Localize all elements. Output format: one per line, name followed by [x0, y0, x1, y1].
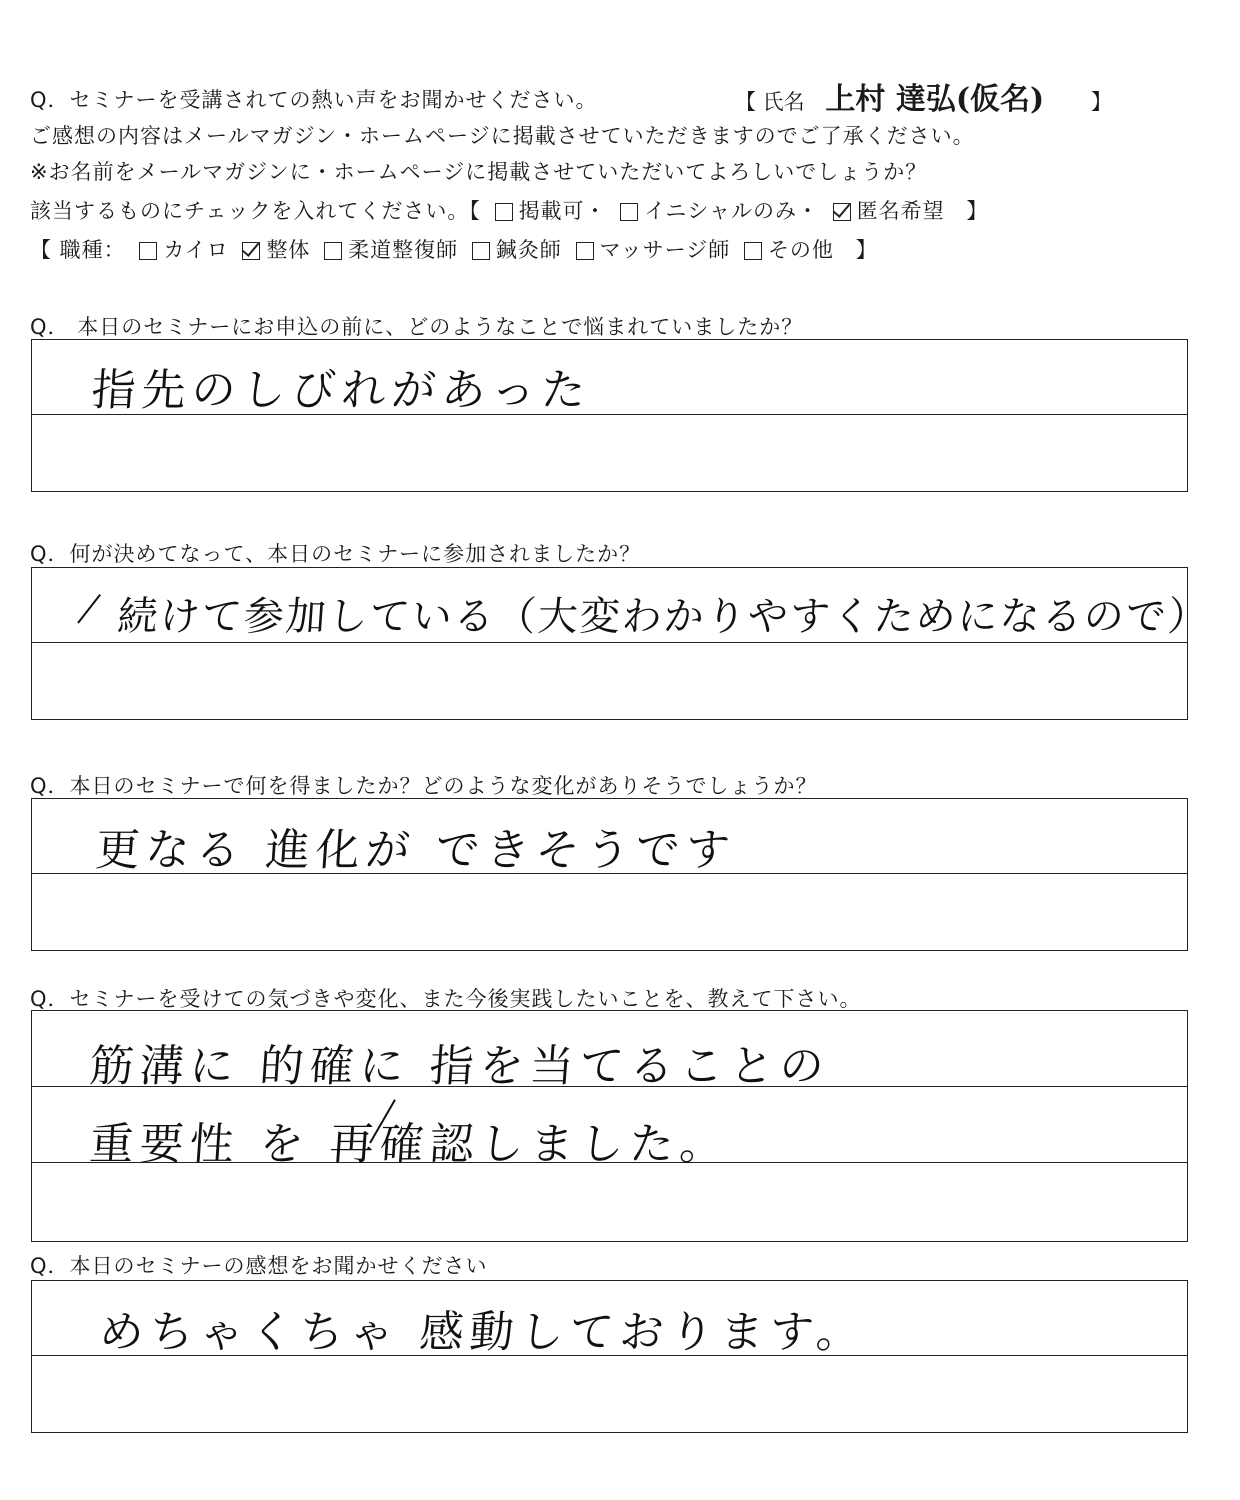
publish-ok-checkbox[interactable] [495, 203, 513, 221]
question-1-label: Q． 本日のセミナーにお申込の前に、どのようなことで悩まれていましたか？ [30, 315, 804, 339]
answer-2-line-1: 続けて参加している（大変わかりやすくためになるので） [116, 594, 1212, 640]
answer-3-line-1: 更なる 進化が できそうです [93, 825, 738, 876]
name-field [735, 74, 1112, 118]
header-question: Q．セミナーを受講されての熱い声をお聞かせください。 [30, 88, 598, 112]
job-seitai-label: 整体 [266, 238, 311, 262]
publish-anonymous-checkbox[interactable] [833, 203, 851, 221]
job-other-label: その他 [767, 238, 834, 262]
publish-initial-checkbox[interactable] [620, 203, 638, 221]
answer-1-line-1: 指先のしびれがあった [89, 365, 594, 416]
notice-line-2: ※お名前をメールマガジンに・ホームページに掲載させていただいてよろしいでしょうか？ [30, 160, 928, 184]
answer-5-line-1: めちゃくちゃ 感動しております。 [97, 1307, 868, 1358]
job-close: 】 [855, 238, 878, 262]
publish-initial-label: イニシャルのみ・ [644, 199, 819, 223]
answer-4-line-2: 重要性 を 再確認しました。 [87, 1119, 732, 1170]
name-value[interactable]: 上村 達弘(仮名) [825, 82, 1045, 117]
publish-consent-row [30, 195, 988, 225]
job-seitai-checkbox[interactable] [242, 242, 260, 260]
question-4-label: Q．セミナーを受けての気づきや変化、また今後実践したいことを、教えて下さい。 [30, 987, 862, 1011]
job-other-checkbox[interactable] [744, 242, 762, 260]
job-chiro-checkbox[interactable] [139, 242, 157, 260]
job-judo-label: 柔道整復師 [348, 238, 459, 262]
name-label: 【 氏名 [735, 90, 805, 114]
name-close: 】 [1090, 90, 1112, 114]
question-2-label: Q．何が決めてなって、本日のセミナーに参加されましたか？ [30, 542, 642, 566]
publish-anonymous-label: 匿名希望 [856, 199, 945, 223]
job-label: 【 職種： [30, 238, 126, 262]
publish-ok-label: 掲載可・ [518, 199, 607, 223]
publish-prompt: 該当するものにチェックを入れてください。【 [30, 199, 481, 223]
job-type-row [30, 234, 878, 264]
answer-rule [32, 642, 1187, 643]
job-massage-checkbox[interactable] [576, 242, 594, 260]
notice-line-1: ご感想の内容はメールマガジン・ホームページに掲載させていただきますのでご了承ください。 [30, 124, 975, 148]
question-3-label: Q．本日のセミナーで何を得ましたか？どのような変化がありそうでしょうか？ [30, 774, 818, 798]
answer-4-line-1: 筋溝に 的確に 指を当てることの [87, 1041, 832, 1092]
job-judo-checkbox[interactable] [324, 242, 342, 260]
job-chiro-label: カイロ [163, 238, 229, 262]
job-acupuncture-checkbox[interactable] [472, 242, 490, 260]
question-5-label: Q．本日のセミナーの感想をお聞かせください [30, 1254, 488, 1278]
publish-close: 】 [966, 199, 989, 223]
job-acupuncture-label: 鍼灸師 [495, 238, 562, 262]
job-massage-label: マッサージ師 [599, 238, 731, 262]
